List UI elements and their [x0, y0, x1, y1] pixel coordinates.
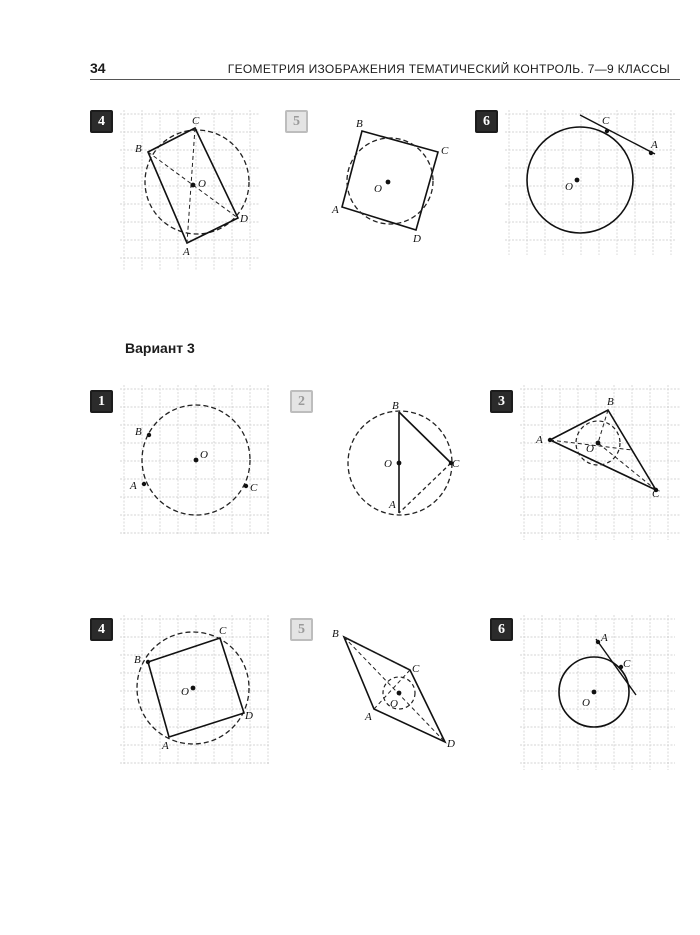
center-point: [596, 441, 601, 446]
label-a: A: [365, 711, 372, 723]
label-b: B: [356, 118, 363, 130]
label-b: B: [607, 396, 614, 408]
square-in-circle-figure: [120, 615, 270, 765]
label-o: O: [200, 449, 208, 461]
label-c: C: [250, 482, 258, 494]
label-c: C: [652, 488, 660, 500]
label-o: O: [181, 686, 189, 698]
label-o: O: [198, 178, 206, 190]
circle-tangent-figure: [505, 110, 675, 255]
point-b: [147, 433, 151, 437]
label-d: D: [240, 213, 248, 225]
label-c: C: [412, 663, 420, 675]
task-number-badge: 4: [90, 110, 113, 133]
label-d: D: [447, 738, 455, 750]
label-d: D: [413, 233, 421, 245]
label-c: C: [452, 458, 460, 470]
center-point: [194, 458, 199, 463]
diagonal: [344, 637, 445, 742]
label-d: D: [245, 710, 253, 722]
label-o: O: [586, 443, 594, 455]
center-point: [397, 461, 402, 466]
kite-incircle-figure: [330, 625, 465, 755]
task-number-badge: 5: [285, 110, 308, 133]
label-b: B: [332, 628, 339, 640]
rectangle-in-circle-figure: [120, 110, 260, 270]
task-number-badge: 1: [90, 390, 113, 413]
label-a: A: [536, 434, 543, 446]
running-title: ГЕОМЕТРИЯ ИЗОБРАЖЕНИЯ ТЕМАТИЧЕСКИЙ КОНТРОЛЬ. 7—9 КЛАССЫ: [227, 62, 670, 76]
label-o: O: [582, 697, 590, 709]
label-o: O: [390, 698, 398, 710]
label-c: C: [192, 115, 200, 127]
points-on-circle-figure: [120, 385, 270, 535]
header-rule: [90, 79, 680, 80]
label-b: B: [135, 426, 142, 438]
label-b: B: [135, 143, 142, 155]
center-point: [191, 686, 196, 691]
center-point: [592, 690, 597, 695]
label-c: C: [441, 145, 449, 157]
task-number-badge: 5: [290, 618, 313, 641]
label-c: C: [602, 115, 610, 127]
label-o: O: [565, 181, 573, 193]
label-o: O: [374, 183, 382, 195]
variant-heading: Вариант 3: [125, 340, 195, 356]
side-ac: [399, 463, 451, 513]
point-a: [548, 438, 552, 442]
label-a: A: [332, 204, 339, 216]
label-b: B: [134, 654, 141, 666]
task-number-badge: 6: [475, 110, 498, 133]
center-point: [191, 183, 196, 188]
grid: [505, 110, 675, 255]
task-number-badge: 3: [490, 390, 513, 413]
label-a: A: [601, 632, 608, 644]
label-a: A: [389, 499, 396, 511]
label-a: A: [130, 480, 137, 492]
point-a: [142, 482, 146, 486]
square-around-circle-figure: [330, 115, 460, 245]
task-number-badge: 2: [290, 390, 313, 413]
label-a: A: [162, 740, 169, 752]
point-c: [244, 484, 248, 488]
task-number-badge: 4: [90, 618, 113, 641]
point-a: [596, 640, 600, 644]
label-a: A: [651, 139, 658, 151]
label-o: O: [384, 458, 392, 470]
task-number-badge: 6: [490, 618, 513, 641]
center-point: [397, 691, 402, 696]
page-header: [90, 60, 680, 80]
quadrilateral-abcd: [342, 131, 438, 230]
point-b: [146, 660, 150, 664]
grid: [120, 110, 260, 270]
label-c: C: [623, 658, 631, 670]
triangle-in-circle-figure: [340, 395, 470, 520]
point-a: [649, 151, 653, 155]
grid: [520, 615, 675, 770]
label-c: C: [219, 625, 227, 637]
label-b: B: [392, 400, 399, 412]
circle-tangent-figure: [520, 615, 675, 770]
grid: [520, 385, 680, 540]
tangent-point: [605, 129, 609, 133]
square-abcd: [148, 638, 244, 737]
center-point: [575, 178, 580, 183]
grid: [120, 615, 270, 765]
page-number: 34: [90, 60, 106, 76]
tangent-line: [580, 115, 655, 154]
center-point: [386, 180, 391, 185]
triangle-incircle-figure: [520, 385, 680, 540]
label-a: A: [183, 246, 190, 258]
side-bc: [399, 412, 451, 463]
